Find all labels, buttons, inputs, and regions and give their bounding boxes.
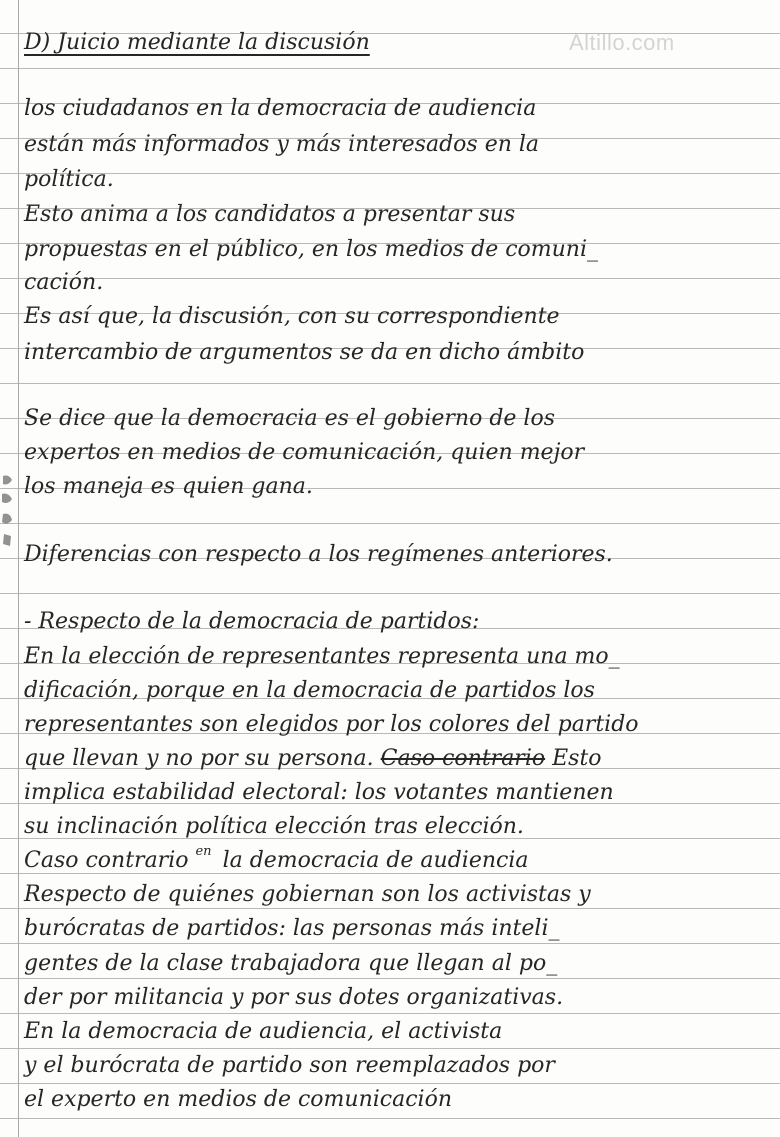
text-line: der por militancia y por sus dotes organizativas.	[24, 985, 564, 1010]
text-segment: que llevan y no por su persona.	[24, 746, 374, 771]
text-segment: Esto	[552, 746, 602, 771]
text-line	[24, 744, 602, 774]
text-line: gentes de la clase trabajadora que llegan al po_	[24, 951, 558, 976]
text-line: están más informados y más interesados en la	[24, 132, 540, 157]
text-line: Es así que, la discusión, con su correspondiente	[24, 304, 560, 329]
text-line: representantes son elegidos por los colores del partido	[24, 712, 639, 737]
differences-heading: Diferencias con respecto a los regímenes anteriores.	[24, 542, 613, 567]
text-line: su inclinación política elección tras elección.	[24, 814, 524, 839]
text-line: cación.	[24, 270, 104, 295]
text-segment: la democracia de audiencia	[222, 848, 529, 873]
text-line: En la democracia de audiencia, el activista	[24, 1019, 503, 1044]
insertion-mark: en	[195, 844, 212, 859]
text-line: En la elección de representantes representa una mo_	[24, 644, 620, 669]
text-line: política.	[24, 167, 114, 192]
struck-text: Caso contrario	[380, 746, 546, 771]
text-line: intercambio de argumentos se da en dicho ámbito	[24, 340, 585, 365]
text-line: Esto anima a los candidatos a presentar sus	[24, 202, 516, 227]
text-line	[24, 846, 529, 879]
watermark: Altillo.com	[569, 30, 675, 55]
text-line: dificación, porque en la democracia de partidos los	[24, 678, 595, 703]
text-segment: Caso contrario	[24, 848, 189, 873]
section-title: D) Juicio mediante la discusión	[24, 30, 370, 55]
text-line: propuestas en el público, en los medios de comuni_	[24, 237, 599, 262]
party-heading: - Respecto de la democracia de partidos:	[24, 609, 480, 634]
text-line: burócratas de partidos: las personas más inteli_	[24, 916, 560, 941]
text-line: el experto en medios de comunicación	[24, 1087, 452, 1112]
ink-bleed-mark	[0, 472, 16, 562]
text-line: expertos en medios de comunicación, quien mejor	[24, 440, 585, 465]
text-line: implica estabilidad electoral: los votantes mantienen	[24, 780, 614, 805]
text-line: Respecto de quiénes gobiernan son los activistas y	[24, 882, 591, 907]
text-line: los maneja es quien gana.	[24, 474, 313, 499]
text-line: los ciudadanos en la democracia de audiencia	[24, 96, 537, 121]
margin-line	[18, 0, 19, 1137]
text-line: y el burócrata de partido son reemplazados por	[24, 1053, 555, 1078]
text-line: Se dice que la democracia es el gobierno de los	[24, 406, 555, 431]
